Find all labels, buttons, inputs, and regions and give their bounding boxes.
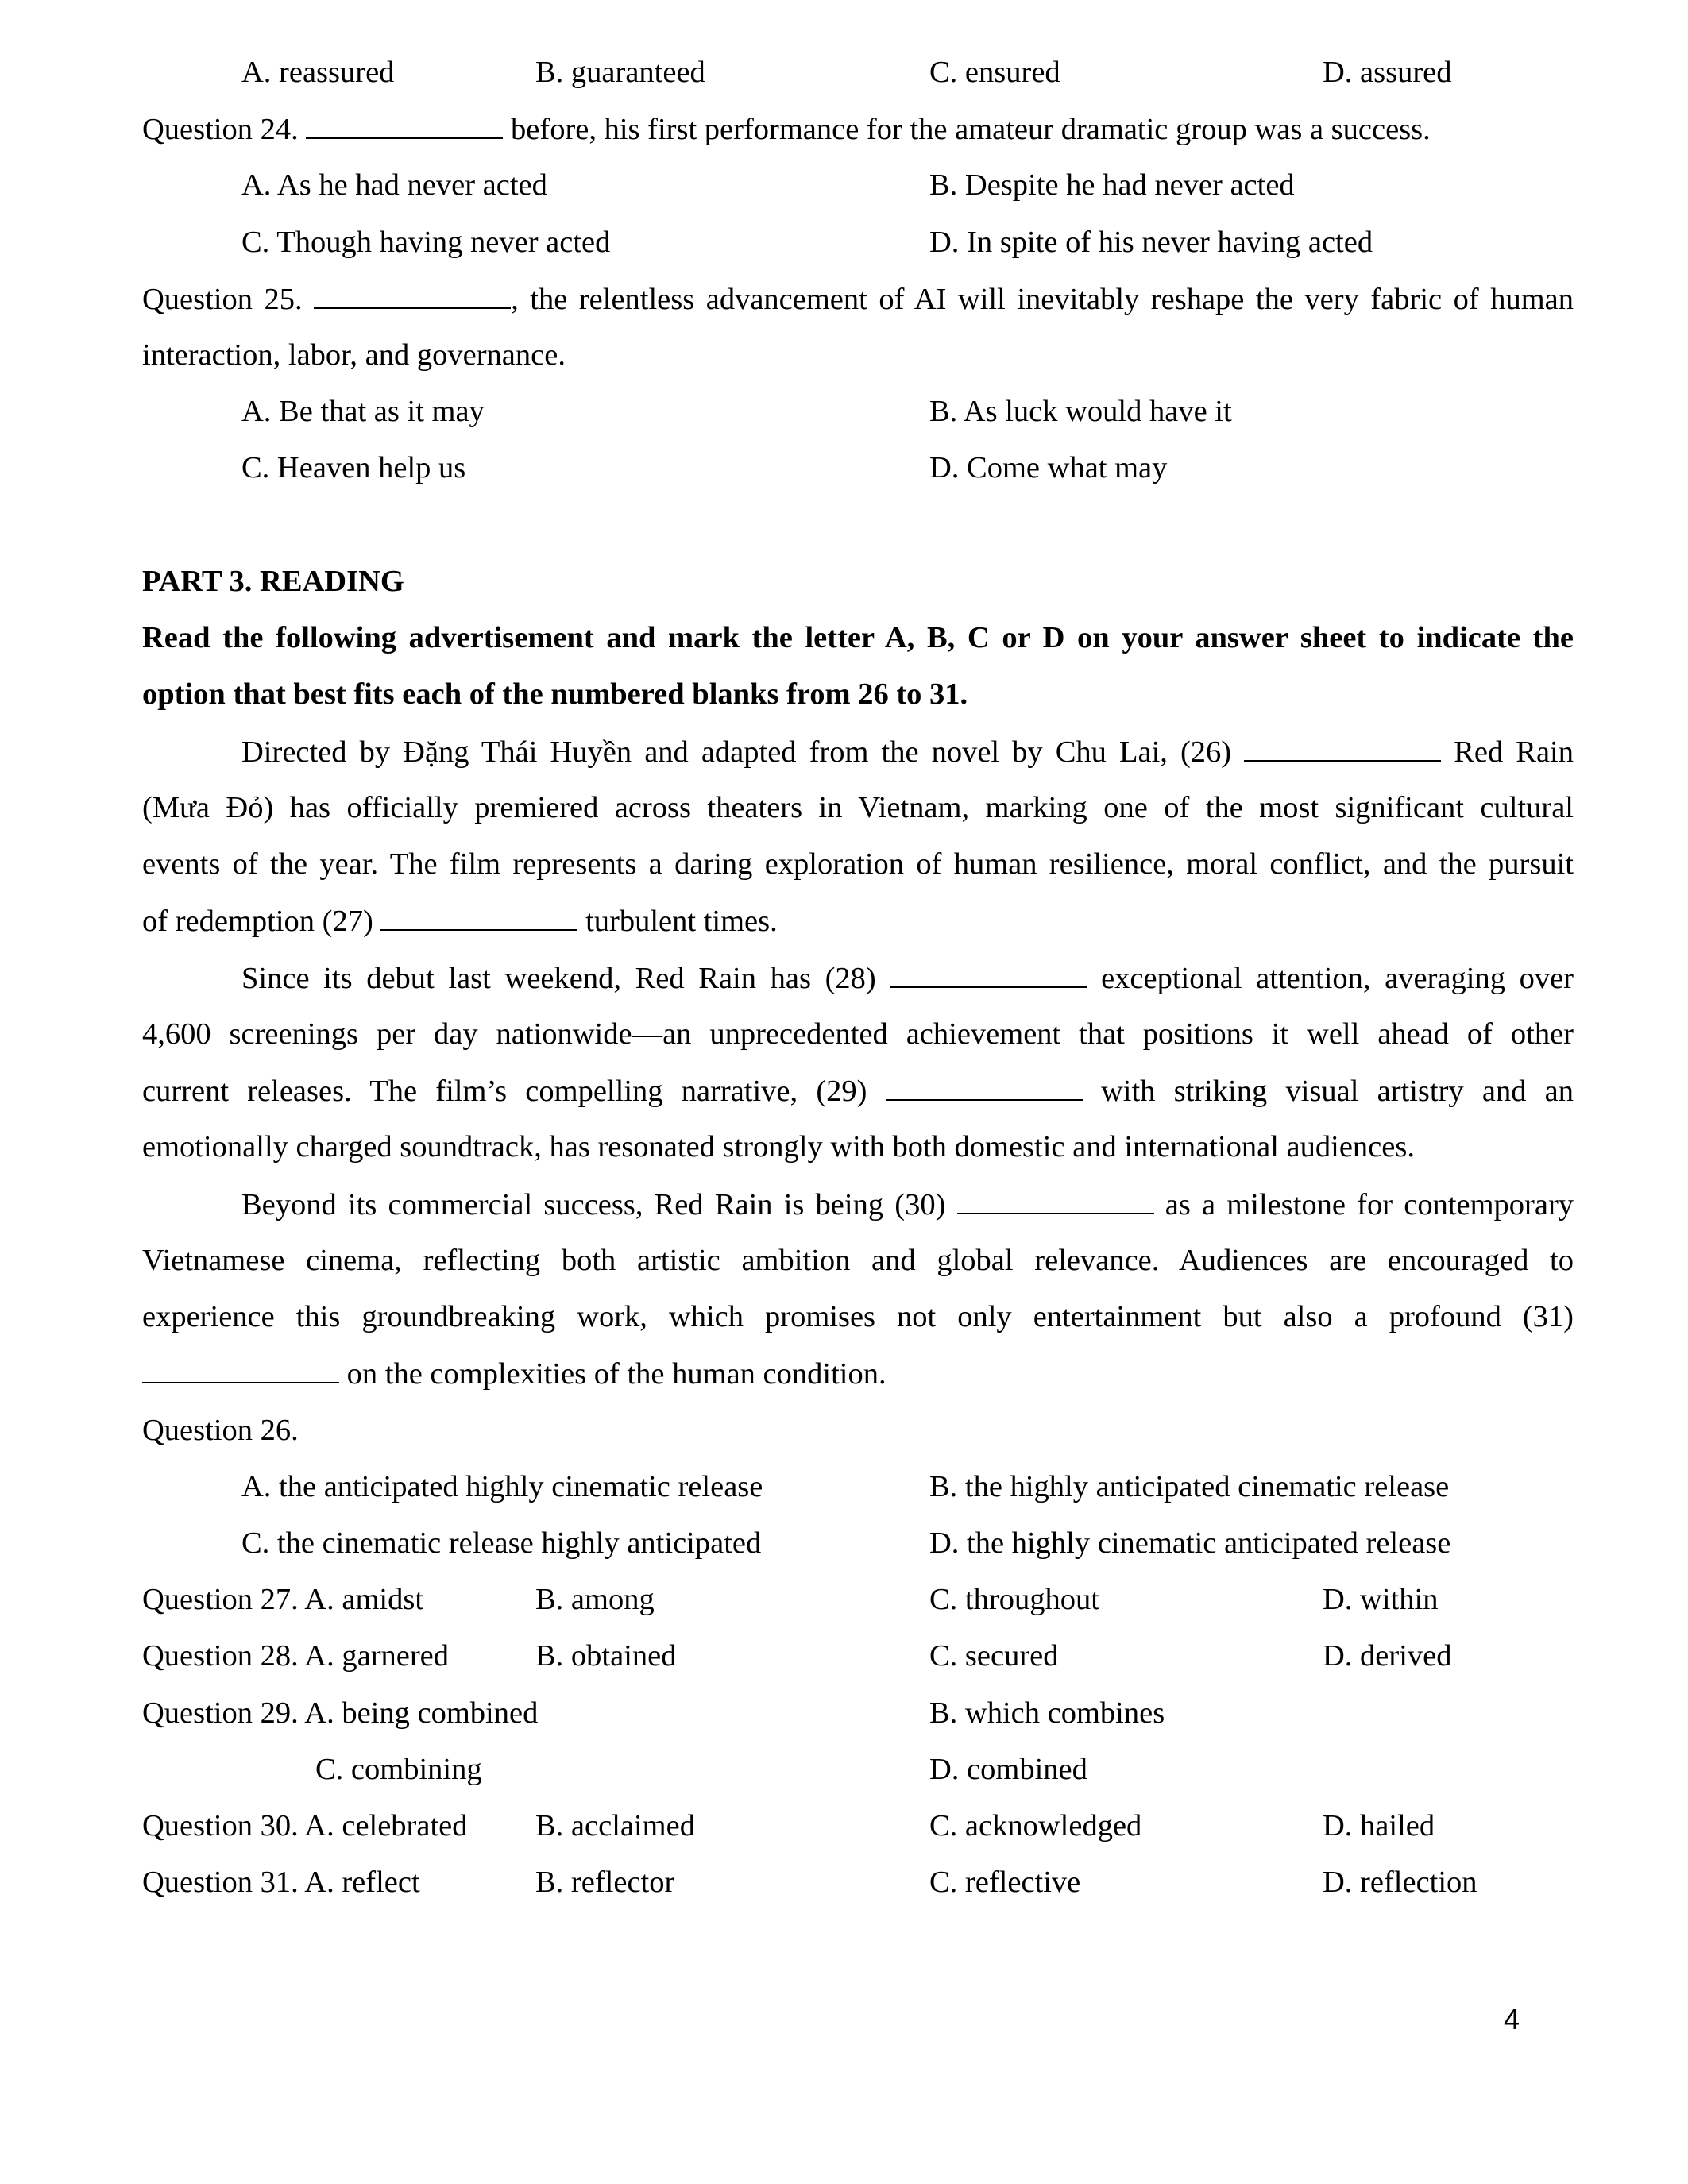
passage-p2-line1 bbox=[241, 963, 1574, 994]
q28-label-and-a bbox=[142, 1641, 449, 1672]
blank-29 bbox=[886, 1075, 1083, 1101]
passage-text: turbulent times. bbox=[585, 905, 778, 938]
q31-option-d: D. reflection bbox=[1323, 1866, 1477, 1899]
blank-27 bbox=[380, 905, 577, 931]
q24-label: Question 24. bbox=[142, 113, 299, 146]
q23-option-d: D. assured bbox=[1323, 56, 1452, 89]
passage-text: Red Rain bbox=[1454, 735, 1574, 769]
passage-p1-line3: events of the year. The film represents a daring exploration of human resilience, moral conflict, and the pursuit bbox=[142, 847, 1574, 881]
q27-option-b: B. among bbox=[535, 1583, 655, 1616]
q24-option-d: D. In spite of his never having acted bbox=[929, 226, 1373, 259]
passage-text: of redemption (27) bbox=[142, 905, 373, 938]
q25-option-a: A. Be that as it may bbox=[241, 395, 485, 428]
passage-p2-line4: emotionally charged soundtrack, has resonated strongly with both domestic and international audiences. bbox=[142, 1130, 1415, 1163]
q31-label-and-a bbox=[142, 1867, 420, 1898]
blank-26 bbox=[1244, 736, 1441, 762]
q31-option-c: C. reflective bbox=[929, 1866, 1081, 1899]
part3-heading: PART 3. READING bbox=[142, 565, 404, 598]
q25-label: Question 25. bbox=[142, 283, 303, 316]
q28-option-c: C. secured bbox=[929, 1639, 1059, 1673]
q26-option-b: B. the highly anticipated cinematic release bbox=[929, 1470, 1450, 1503]
q27-label-and-a bbox=[142, 1584, 423, 1615]
q29-option-c: C. combining bbox=[315, 1753, 482, 1786]
q27-option-a: A. amidst bbox=[304, 1583, 424, 1616]
q23-option-b: B. guaranteed bbox=[535, 56, 705, 89]
q31-label: Question 31. bbox=[142, 1866, 299, 1899]
passage-text: on the complexities of the human condition. bbox=[346, 1357, 886, 1391]
q28-option-a: A. garnered bbox=[304, 1639, 450, 1673]
q29-option-a: A. being combined bbox=[304, 1696, 539, 1730]
q25-stem-text: , the relentless advancement of AI will inevitably reshape the very fabric of human bbox=[511, 283, 1574, 316]
passage-p3-line2: Vietnamese cinema, reflecting both artistic ambition and global relevance. Audiences are encouraged to bbox=[142, 1244, 1574, 1277]
q24-stem-text: before, his first performance for the amateur dramatic group was a success. bbox=[511, 113, 1431, 146]
blank-31 bbox=[142, 1358, 339, 1383]
page-number: 4 bbox=[1504, 2003, 1520, 2035]
q30-label: Question 30. bbox=[142, 1809, 299, 1843]
q28-option-d: D. derived bbox=[1323, 1639, 1452, 1673]
q31-option-b: B. reflector bbox=[535, 1866, 675, 1899]
q25-option-d: D. Come what may bbox=[929, 451, 1168, 484]
passage-text: with striking visual artistry and an bbox=[1100, 1075, 1574, 1108]
q28-label: Question 28. bbox=[142, 1639, 299, 1673]
q30-option-c: C. acknowledged bbox=[929, 1809, 1142, 1843]
q26-option-c: C. the cinematic release highly anticipated bbox=[241, 1526, 762, 1560]
part3-instruction-line2: option that best fits each of the numbered blanks from 26 to 31. bbox=[142, 677, 968, 711]
q24-stem bbox=[142, 114, 1431, 145]
q26-option-a: A. the anticipated highly cinematic release bbox=[241, 1470, 763, 1503]
q30-option-d: D. hailed bbox=[1323, 1809, 1435, 1843]
passage-p2-line2: 4,600 screenings per day nationwide—an unprecedented achievement that positions it well ahead of other bbox=[142, 1017, 1574, 1051]
q26-option-d: D. the highly cinematic anticipated release bbox=[929, 1526, 1451, 1560]
passage-text: Since its debut last weekend, Red Rain has (28) bbox=[241, 962, 876, 995]
passage-text: exceptional attention, averaging over bbox=[1101, 962, 1574, 995]
passage-text: Directed by Đặng Thái Huyền and adapted from the novel by Chu Lai, (26) bbox=[241, 735, 1232, 769]
q24-blank bbox=[306, 114, 503, 139]
q30-option-a: A. celebrated bbox=[304, 1809, 468, 1843]
q29-label-and-a bbox=[142, 1698, 538, 1729]
q25-stem-line2: interaction, labor, and governance. bbox=[142, 338, 566, 372]
q24-option-c: C. Though having never acted bbox=[241, 226, 611, 259]
passage-text: Beyond its commercial success, Red Rain is being (30) bbox=[241, 1188, 946, 1221]
passage-p1-line1 bbox=[241, 736, 1574, 768]
q23-option-c: C. ensured bbox=[929, 56, 1060, 89]
passage-p3-line4 bbox=[142, 1358, 886, 1390]
q25-option-c: C. Heaven help us bbox=[241, 451, 466, 484]
q29-option-d: D. combined bbox=[929, 1753, 1087, 1786]
passage-p1-line4 bbox=[142, 905, 778, 937]
blank-28 bbox=[890, 963, 1087, 988]
passage-text: current releases. The film’s compelling narrative, (29) bbox=[142, 1075, 867, 1108]
q26-label: Question 26. bbox=[142, 1414, 299, 1447]
q24-option-a: A. As he had never acted bbox=[241, 168, 547, 202]
q31-option-a: A. reflect bbox=[304, 1866, 420, 1899]
q29-label: Question 29. bbox=[142, 1696, 299, 1730]
q28-option-b: B. obtained bbox=[535, 1639, 677, 1673]
q30-label-and-a bbox=[142, 1811, 468, 1842]
passage-text: as a milestone for contemporary bbox=[1165, 1188, 1574, 1221]
part3-instruction-line1: Read the following advertisement and mark the letter A, B, C or D on your answer sheet to indicate the bbox=[142, 621, 1574, 654]
q27-option-c: C. throughout bbox=[929, 1583, 1099, 1616]
blank-30 bbox=[957, 1189, 1154, 1214]
q24-option-b: B. Despite he had never acted bbox=[929, 168, 1295, 202]
passage-p1-line2: (Mưa Đỏ) has officially premiered across theaters in Vietnam, marking one of the most significant cultural bbox=[142, 791, 1574, 824]
q23-option-a: A. reassured bbox=[241, 56, 395, 89]
q29-option-b: B. which combines bbox=[929, 1696, 1165, 1730]
q27-label: Question 27. bbox=[142, 1583, 299, 1616]
q30-option-b: B. acclaimed bbox=[535, 1809, 695, 1843]
q25-stem bbox=[142, 284, 1574, 315]
passage-p2-line3 bbox=[142, 1075, 1574, 1107]
q27-option-d: D. within bbox=[1323, 1583, 1439, 1616]
q25-option-b: B. As luck would have it bbox=[929, 395, 1232, 428]
q25-blank bbox=[314, 284, 511, 309]
passage-p3-line1 bbox=[241, 1189, 1574, 1221]
passage-p3-line3: experience this groundbreaking work, which promises not only entertainment but also a profound (31) bbox=[142, 1300, 1574, 1333]
